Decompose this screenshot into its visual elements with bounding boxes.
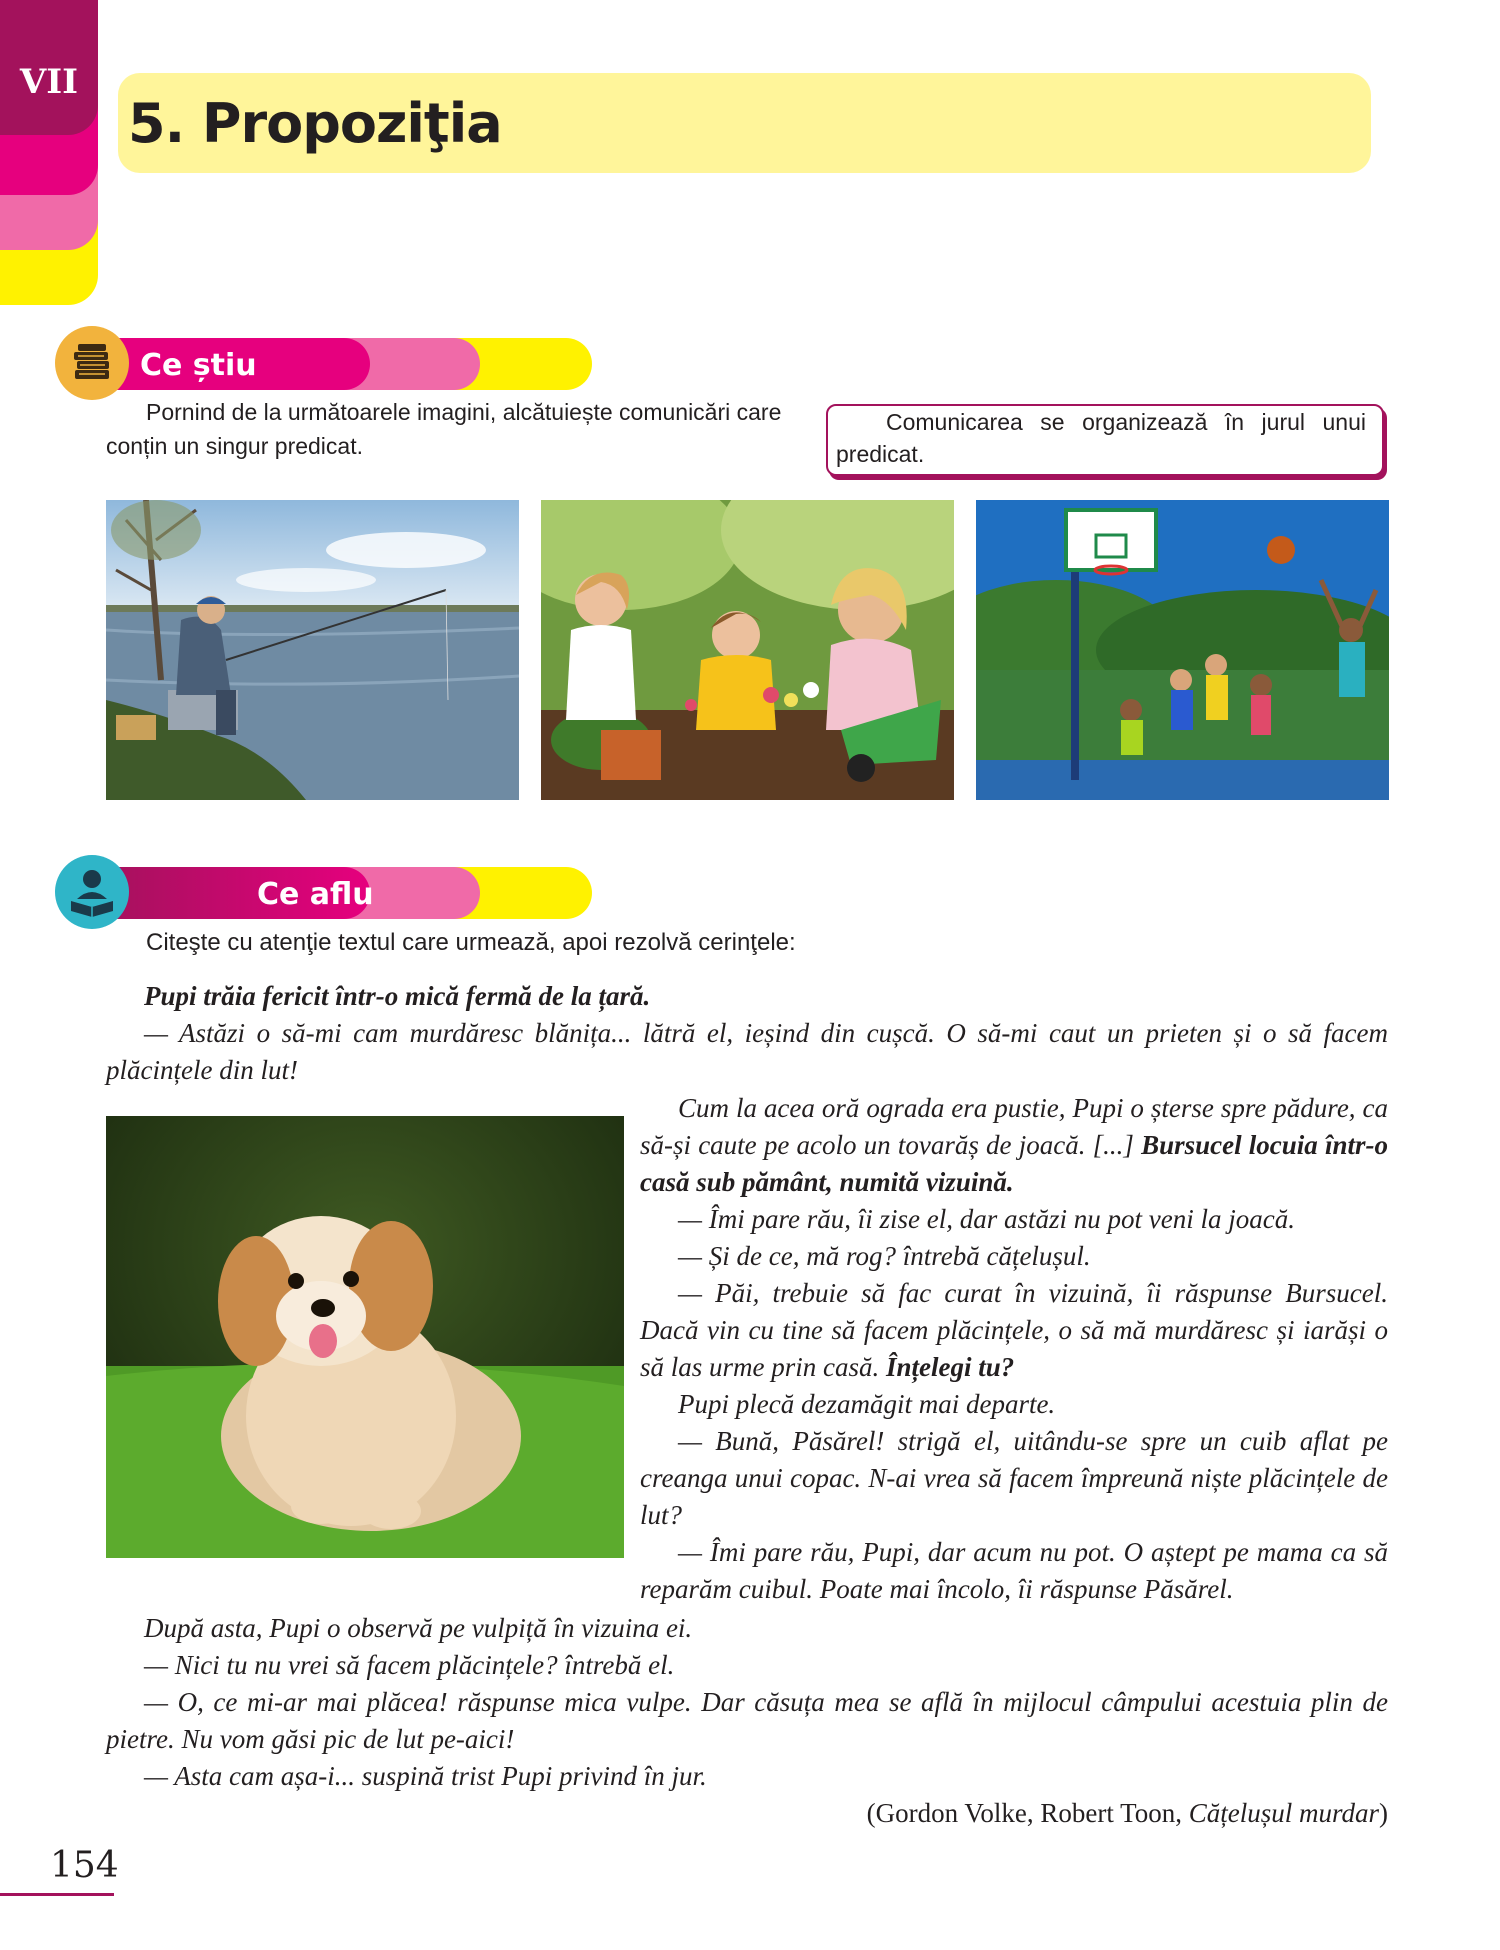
story-paragraph-8: — Bună, Păsărel! strigă el, uitându-se spre un cuib aflat pe creanga unui copac. N-ai vrea să facem împreună niște plăcințele de lut? [640,1426,1388,1530]
story-paragraph-3-text: Cum la acea oră ograda era pustie, Pupi o șterse spre pădure, ca să-și caute pe acolo un tovarăș de joacă. [...] [640,1093,1388,1160]
fisherman-photo [106,500,519,800]
story-right-column [640,1090,1388,1608]
page-number: 154 [50,1845,119,1886]
story-paragraph-1: Pupi trăia fericit într-o mică fermă de la țară. [144,981,651,1011]
source-authors: (Gordon Volke, Robert Toon, [866,1798,1189,1828]
section2-label: Ce aflu [257,877,374,912]
section1-icon-badge [55,326,129,400]
story-paragraph-6-text: — Păi, trebuie să fac curat în vizuină, îi răspunse Bursucel. Dacă vin cu tine să facem plăcințele, o să mă murdăresc și iarăși o să las urme prin casă. [640,1278,1388,1382]
section1-label: Ce știu [140,348,257,383]
story-ending [106,1610,1388,1832]
source-close: ) [1379,1798,1388,1828]
story-source [106,1795,1388,1832]
books-icon [55,326,129,400]
story-paragraph-12: — O, ce mi-ar mai plăcea! răspunse mica vulpe. Dar căsuța mea se află în mijlocul câmpului acestuia plin de pietre. Nu vom găsi pic de lut pe-aici! [106,1687,1388,1754]
story-paragraph-10: După asta, Pupi o observă pe vulpiță în vizuina ei. [144,1613,693,1643]
story-paragraph-3-bold: Bursucel locuia într-o casă sub pământ, numită vizuină. [640,1130,1389,1197]
story-paragraph-7: Pupi plecă dezamăgit mai departe. [678,1389,1056,1419]
page-number-underline [0,1893,114,1896]
story-paragraph-2: — Astăzi o să-mi cam murdăresc blănița... lătră el, ieșind din cușcă. O să-mi caut un prieten și o să facem plăcințele din lut! [106,1018,1388,1085]
story-paragraph-6-bold: Înțelegi tu? [886,1352,1015,1382]
story-paragraph-3 [640,1090,1388,1201]
story-paragraph-4: — Îmi pare rău, îi zise el, dar astăzi nu pot veni la joacă. [678,1204,1295,1234]
source-title: Cățelușul murdar [1188,1798,1379,1828]
page-title: 5. Propoziţia [128,92,502,155]
story-paragraph-9: — Îmi pare rău, Pupi, dar acum nu pot. O aștept pe mama ca să reparăm cuibul. Poate mai încolo, îi răspunse Păsărel. [640,1537,1388,1604]
section1-instruction: Pornind de la următoarele imagini, alcătuiește comunicări care conțin un singur predicat. [106,399,782,459]
story-paragraph-13: — Asta cam așa-i... suspină trist Pupi privind în jur. [144,1761,707,1791]
story-intro [106,978,1388,1089]
gardening-family-photo [541,500,954,800]
story-paragraph-6 [640,1275,1388,1386]
story-paragraph-5: — Și de ce, mă rog? întrebă cățelușul. [678,1241,1091,1271]
note-text: Comunicarea se organizează în jurul unui predicat. [836,409,1366,467]
section2-icon-badge [55,855,129,929]
basketball-photo [976,500,1389,800]
section2-instruction: Citeşte cu atenţie textul care urmează, apoi rezolvă cerinţele: [146,929,796,956]
puppy-photo [106,1116,624,1558]
chapter-tab-label: VII [19,62,79,102]
reader-icon [55,855,129,929]
story-paragraph-11: — Nici tu nu vrei să facem plăcințele? întrebă el. [144,1650,675,1680]
